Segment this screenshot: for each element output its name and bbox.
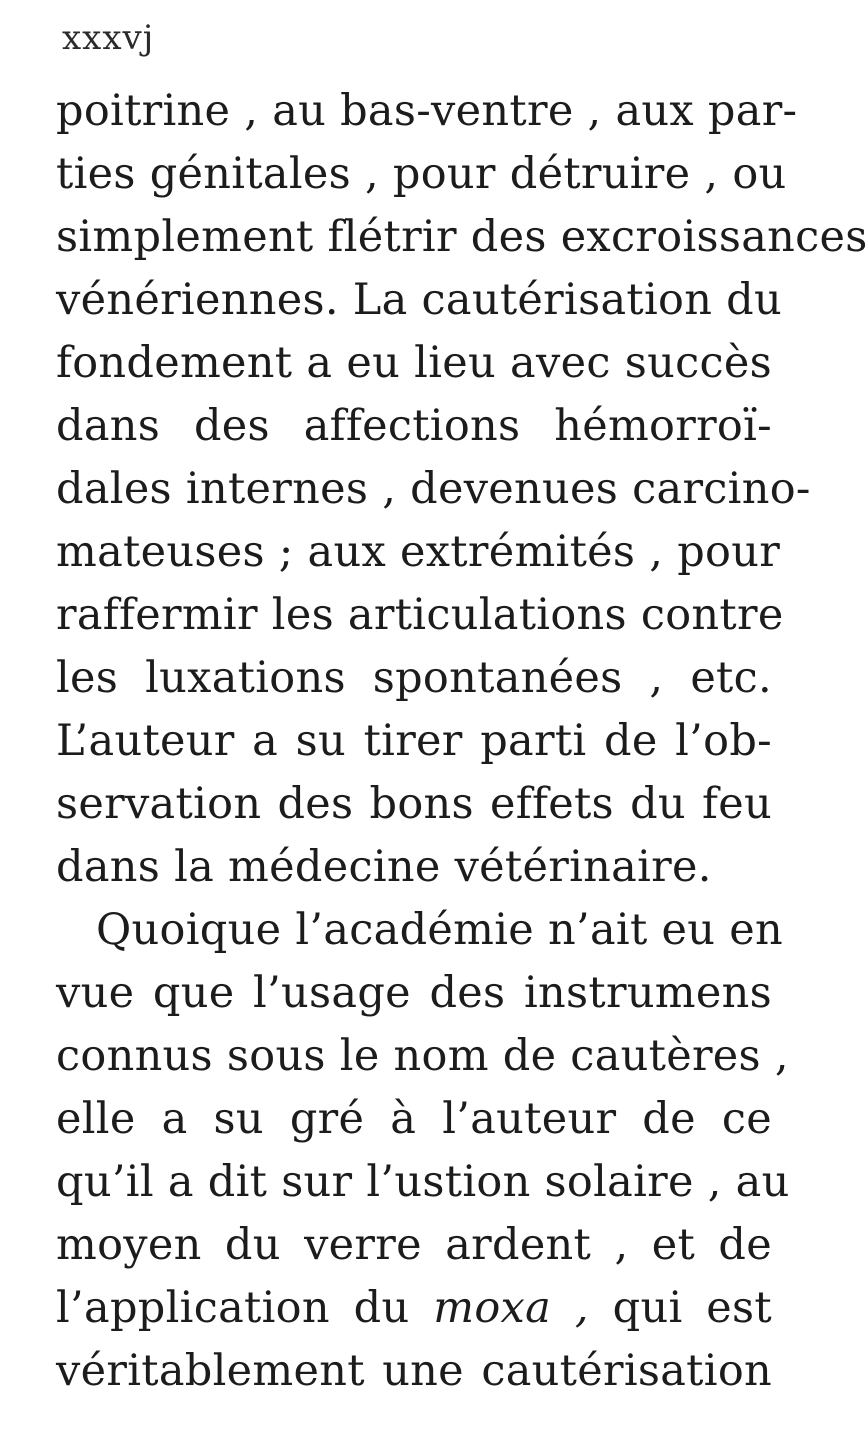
text-line-14: Quoique l’académie n’ait eu en xyxy=(96,905,783,955)
text-line-16: connus sous le nom de cautères , xyxy=(56,1031,789,1081)
text-line-6: dans des affections hémorroï- xyxy=(56,401,772,451)
body-text xyxy=(56,80,868,1403)
text-line-1: poitrine , au bas-ventre , aux par- xyxy=(56,86,798,136)
text-line-20 xyxy=(56,1277,772,1340)
text-line-17: elle a su gré à l’auteur de ce xyxy=(56,1094,772,1144)
page-number: xxxvj xyxy=(62,18,155,58)
text-line-4: vénériennes. La cautérisation du xyxy=(56,275,782,325)
text-line-18: qu’il a dit sur l’ustion solaire , au xyxy=(56,1157,790,1207)
text-line-2: ties génitales , pour détruire , ou xyxy=(56,149,787,199)
text-line-12: servation des bons effets du feu xyxy=(56,779,772,829)
text-line-3: simplement flétrir des excroissances xyxy=(56,212,868,262)
text-line-19: moyen du verre ardent , et de xyxy=(56,1220,772,1270)
text-line-20-after: qui est xyxy=(588,1283,772,1333)
text-line-10: les luxations spontanées , etc. xyxy=(56,653,772,703)
text-line-8: mateuses ; aux extrémités , pour xyxy=(56,527,781,577)
text-line-11: L’auteur a su tirer parti de l’ob- xyxy=(56,716,772,766)
text-line-13: dans la médecine vétérinaire. xyxy=(56,842,712,892)
text-line-15: vue que l’usage des instrumens xyxy=(56,968,772,1018)
moxa-italic: moxa , xyxy=(433,1283,589,1333)
text-line-20-before: l’application du xyxy=(56,1283,434,1333)
text-line-5: fondement a eu lieu avec succès xyxy=(56,338,772,388)
text-line-7: dales internes , devenues carcino- xyxy=(56,464,811,514)
text-line-9: raffermir les articulations contre xyxy=(56,590,784,640)
text-line-21: véritablement une cautérisation xyxy=(56,1346,772,1396)
